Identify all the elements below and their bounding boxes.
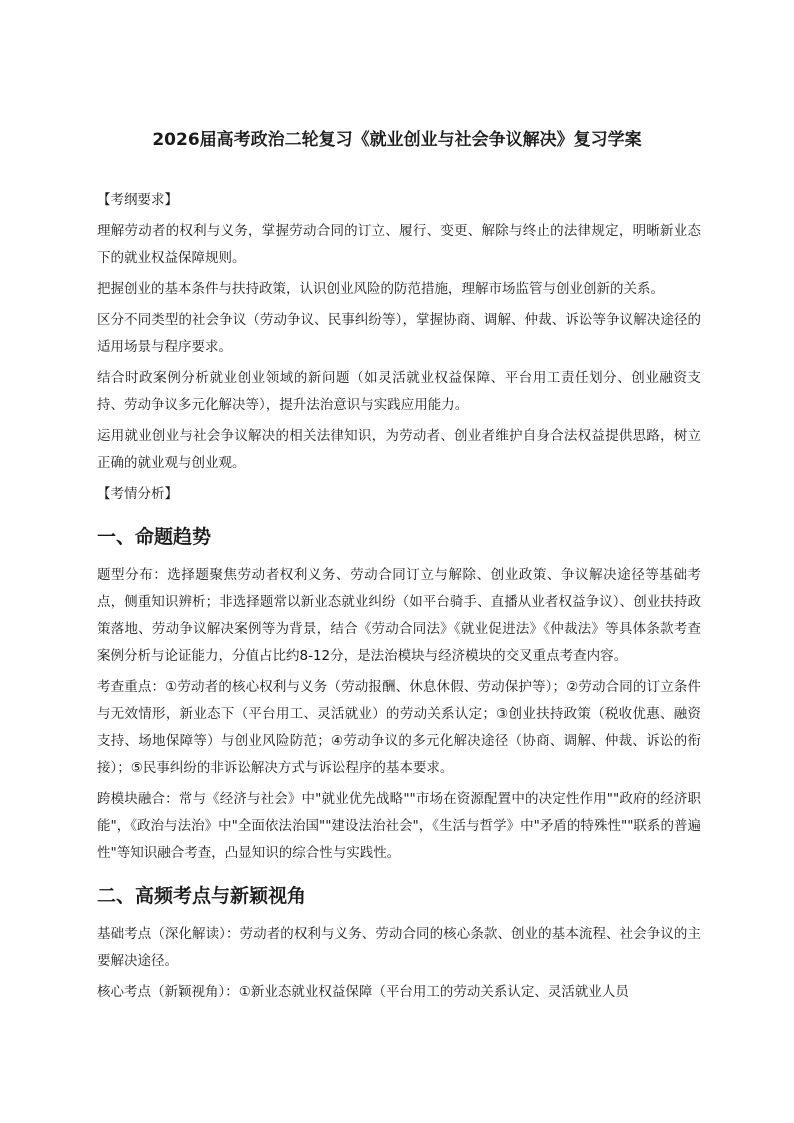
- outline-item: 区分不同类型的社会争议（劳动争议、民事纠纷等），掌握协商、调解、仲裁、诉讼等争议解决途径的适用场景与程序要求。: [97, 312, 701, 355]
- section-heading-trend: 一、命题趋势: [97, 526, 212, 548]
- section-paragraph: 题型分布：选择题聚焦劳动者权利义务、劳动合同订立与解除、创业政策、争议解决途径等基础考点，侧重知识辨析；非选择题常以新业态就业纠纷（如平台骑手、直播从业者权益争议）、创业扶持政策落地、劳动争议解决案例等为背景，结合《劳动合同法》《就业促进法》《仲裁法》等具体条款考查案例分析与论证能力，分值占比约8-12分，是法治模块与经济模块的交叉重点考查内容。: [97, 567, 701, 664]
- section-paragraph: 考查重点：①劳动者的核心权利与义务（劳动报酬、休息休假、劳动保护等）；②劳动合同的订立条件与无效情形，新业态下（平台用工、灵活就业）的劳动关系认定；③创业扶持政策（税收优惠、融资支持、场地保障等）与创业风险防范；④劳动争议的多元化解决途径（协商、调解、仲裁、诉讼的衔接）；⑤民事纠纷的非诉讼解决方式与诉讼程序的基本要求。: [97, 679, 701, 776]
- analysis-tag: 【考情分析】: [97, 486, 178, 502]
- document-body: [97, 187, 701, 1010]
- outline-item: 理解劳动者的权利与义务，掌握劳动合同的订立、履行、变更、解除与终止的法律规定，明晰新业态下的就业权益保障规则。: [97, 223, 701, 266]
- outline-tag: 【考纲要求】: [97, 192, 178, 208]
- outline-item: 运用就业创业与社会争议解决的相关法律知识，为劳动者、创业者维护自身合法权益提供思路，树立正确的就业观与创业观。: [97, 428, 701, 471]
- section-heading-hot-points: 二、高频考点与新颖视角: [97, 885, 307, 907]
- outline-item: 把握创业的基本条件与扶持政策，认识创业风险的防范措施，理解市场监管与创业创新的关系。: [97, 281, 664, 297]
- section-paragraph: 基础考点（深化解读）：劳动者的权利与义务、劳动合同的核心条款、创业的基本流程、社会争议的主要解决途径。: [97, 926, 701, 969]
- outline-item: 结合时政案例分析就业创业领域的新问题（如灵活就业权益保障、平台用工责任划分、创业融资支持、劳动争议多元化解决等），提升法治意识与实践应用能力。: [97, 370, 701, 413]
- document-title: 2026届高考政治二轮复习《就业创业与社会争议解决》复习学案: [152, 130, 642, 150]
- section-paragraph: 跨模块融合：常与《经济与社会》中"就业优先战略""市场在资源配置中的决定性作用""政府的经济职能"，《政治与法治》中"全面依法治国""建设法治社会"，《生活与哲学》中"矛盾的特殊性""联系的普遍性"等知识融合考查，凸显知识的综合性与实践性。: [97, 791, 701, 861]
- section-paragraph: 核心考点（新颖视角）：①新业态就业权益保障（平台用工的劳动关系认定、灵活就业人员: [97, 984, 629, 1000]
